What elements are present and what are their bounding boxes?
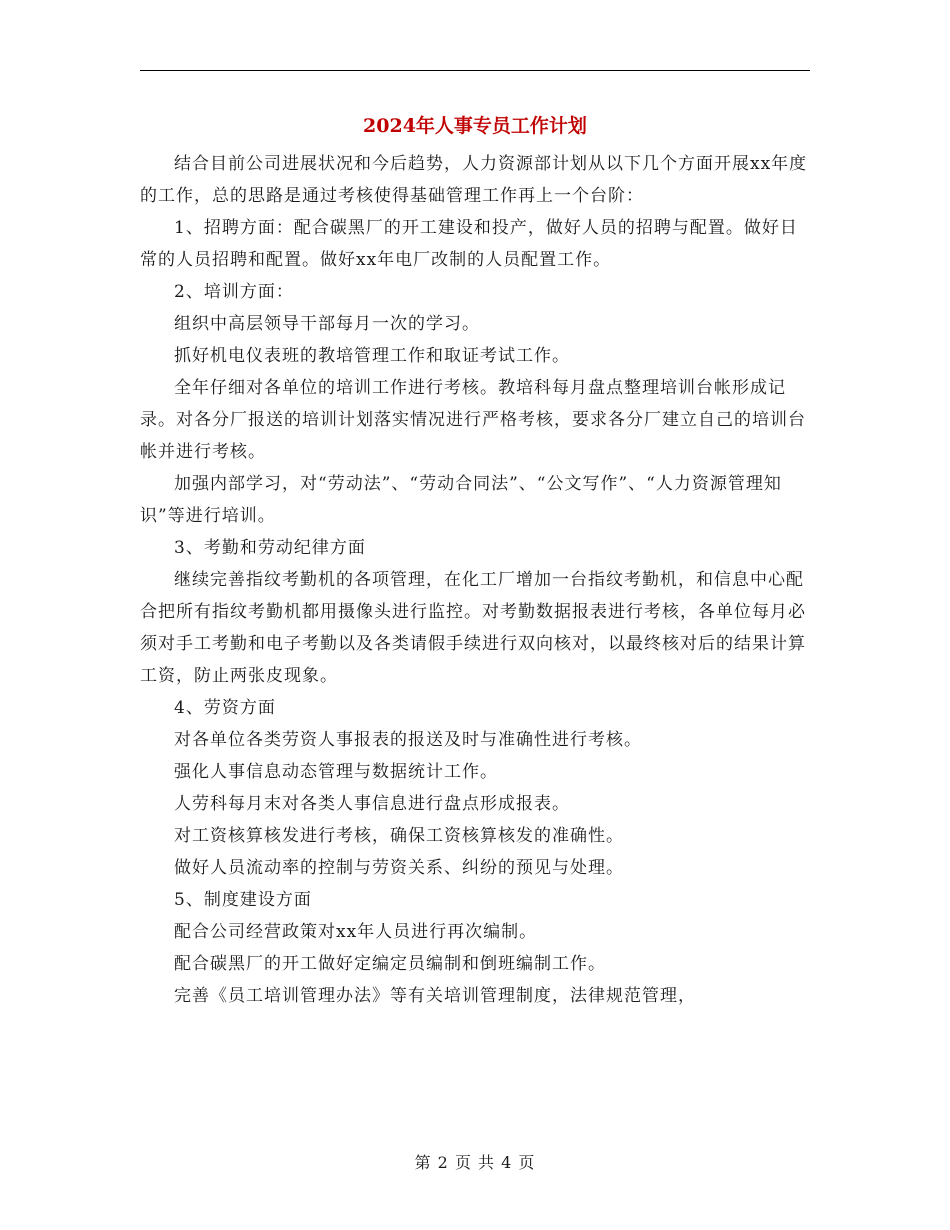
page-number-footer: 第 2 页 共 4 页: [414, 1153, 536, 1172]
paragraph-recruitment: 1、招聘方面：配合碳黑厂的开工建设和投产，做好人员的招聘与配置。做好日常的人员招聘和配置。做好xx年电厂改制的人员配置工作。: [140, 218, 798, 270]
paragraph-attendance: 继续完善指纹考勤机的各项管理，在化工厂增加一台指纹考勤机，和信息中心配合把所有指纹考勤机都用摄像头进行监控。对考勤数据报表进行考核，各单位每月必须对手工考勤和电子考勤以及各类请假手续进行双向核对，以最终核对后的结果计算工资，防止两张皮现象。: [140, 570, 806, 686]
heading-training: 2、培训方面：: [174, 282, 294, 302]
paragraph-training-4: 加强内部学习，对“劳动法”、“劳动合同法”、“公文写作”、“人力资源管理知识”等进行培训。: [140, 474, 782, 526]
heading-labor: 4、劳资方面: [174, 698, 276, 718]
paragraph-labor-2: 强化人事信息动态管理与数据统计工作。: [174, 762, 498, 782]
heading-attendance: 3、考勤和劳动纪律方面: [174, 538, 366, 558]
paragraph-training-2: 抓好机电仪表班的教培管理工作和取证考试工作。: [174, 346, 570, 366]
paragraph-policy-3: 完善《员工培训管理办法》等有关培训管理制度，法律规范管理，: [174, 986, 696, 1006]
paragraph-labor-1: 对各单位各类劳资人事报表的报送及时与准确性进行考核。: [174, 730, 642, 750]
paragraph-labor-4: 对工资核算核发进行考核，确保工资核算核发的准确性。: [174, 826, 624, 846]
paragraph-policy-1: 配合公司经营政策对xx年人员进行再次编制。: [174, 922, 538, 942]
paragraph-policy-2: 配合碳黑厂的开工做好定编定员编制和倒班编制工作。: [174, 954, 606, 974]
heading-policy: 5、制度建设方面: [174, 890, 312, 910]
paragraph-intro: 结合目前公司进展状况和今后趋势，人力资源部计划从以下几个方面开展xx年度的工作，总的思路是通过考核使得基础管理工作再上一个台阶：: [140, 154, 808, 206]
document-body: [140, 148, 810, 1012]
paragraph-training-3: 全年仔细对各单位的培训工作进行考核。教培科每月盘点整理培训台帐形成记录。对各分厂报送的培训计划落实情况进行严格考核，要求各分厂建立自己的培训台帐并进行考核。: [140, 378, 806, 462]
document-title: 2024年人事专员工作计划: [363, 115, 587, 137]
header-rule: [140, 70, 810, 71]
paragraph-training-1: 组织中高层领导干部每月一次的学习。: [174, 314, 480, 334]
paragraph-labor-3: 人劳科每月末对各类人事信息进行盘点形成报表。: [174, 794, 570, 814]
paragraph-labor-5: 做好人员流动率的控制与劳资关系、纠纷的预见与处理。: [174, 858, 624, 878]
